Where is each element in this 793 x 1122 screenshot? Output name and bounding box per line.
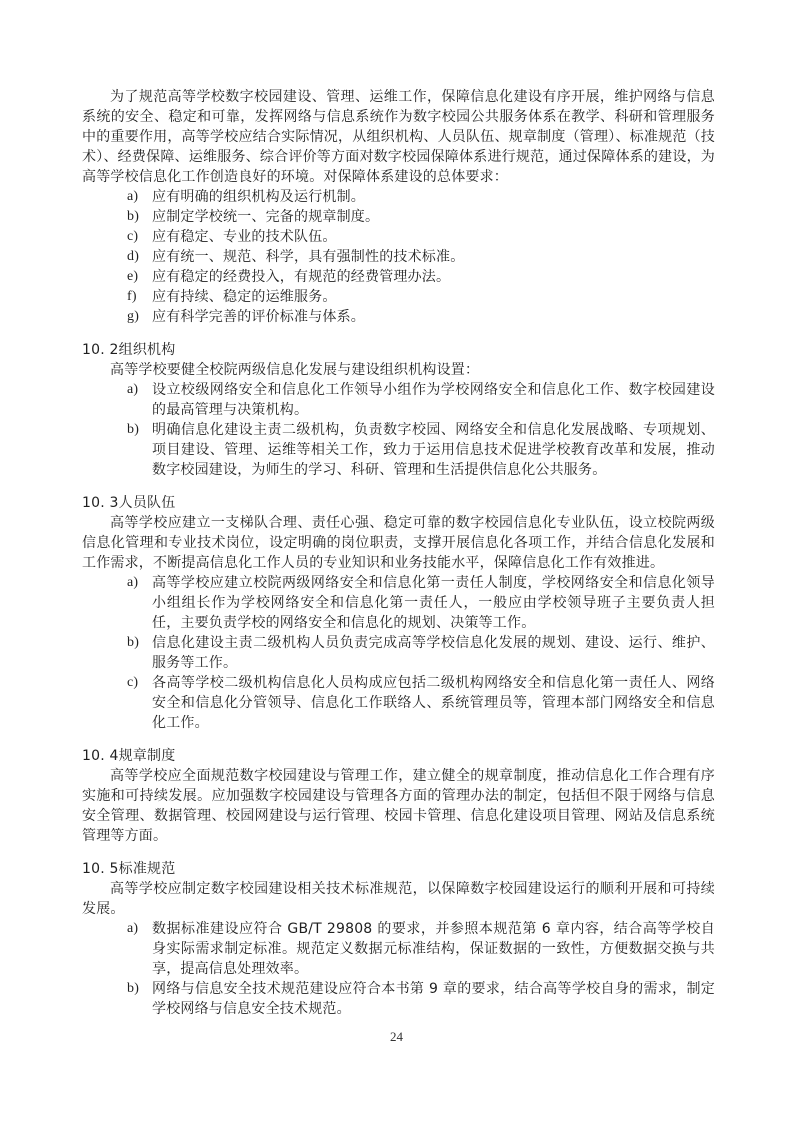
list-item-text: 应有统一、规范、科学，具有强制性的技术标准。 xyxy=(152,249,465,265)
list-item-label: b) xyxy=(127,422,140,437)
list-item-text: 高等学校应建立校院两级网络安全和信息化第一责任人制度，学校网络安全和信息化领导小组组长作为学校网络安全和信息化第一责任人，一般应由学校领导班子主要负责人担任，主要负责学校的网络安全和信息化的规划、决策等工作。 xyxy=(152,575,715,631)
page-footer xyxy=(0,1026,793,1045)
list-item-text: 数据标准建设应符合 GB/T 29808 的要求，并参照本规范第 6 章内容，结合高等学校自身实际需求制定标准。规范定义数据元标准结构，保证数据的一致性，方便数据交换与共享，提高信息处理效率。 xyxy=(152,921,715,977)
section-heading: 10. 5标准规范 xyxy=(82,861,176,877)
list-item-label: g) xyxy=(127,309,140,324)
list-item xyxy=(82,673,715,733)
section-paragraph: 高等学校应全面规范数字校园建设与管理工作，建立健全的规章制度，推动信息化工作合理有序实施和可持续发展。应加强数字校园建设与管理各方面的管理办法的制定，包括但不限于网络与信息安全管理、数据管理、校园网建设与运行管理、校园卡管理、信息化建设项目管理、网站及信息系统管理等方面。 xyxy=(82,768,715,844)
list-item xyxy=(82,187,715,207)
list-item-label: e) xyxy=(127,269,139,284)
list-item-label: d) xyxy=(127,249,140,264)
list-item xyxy=(82,207,715,227)
section-heading: 10. 2组织机构 xyxy=(82,342,176,358)
list-item-label: b) xyxy=(127,209,140,224)
section-paragraph: 高等学校要健全校院两级信息化发展与建设组织机构设置： xyxy=(110,362,480,378)
list-item-label: a) xyxy=(127,382,139,397)
list-item-label: b) xyxy=(127,635,140,650)
personnel-list xyxy=(82,573,715,733)
list-item-label: b) xyxy=(127,981,140,996)
list-item-text: 网络与信息安全技术规范建设应符合本书第 9 章的要求，结合高等学校自身的需求，制定学校网络与信息安全技术规范。 xyxy=(152,981,715,1017)
list-item-text: 应有明确的组织机构及运行机制。 xyxy=(152,189,365,205)
list-item-text: 应有稳定、专业的技术队伍。 xyxy=(152,229,337,245)
list-item xyxy=(82,267,715,287)
list-item xyxy=(82,573,715,633)
overall-requirements-list xyxy=(82,187,715,327)
list-item-text: 应有持续、稳定的运维服务。 xyxy=(152,289,337,305)
list-item-label: c) xyxy=(127,675,139,690)
list-item xyxy=(82,979,715,1019)
list-item xyxy=(82,420,715,480)
section-heading: 10. 4规章制度 xyxy=(82,748,176,764)
list-item xyxy=(82,919,715,979)
list-item-label: f) xyxy=(127,289,137,304)
list-item-label: a) xyxy=(127,921,139,936)
list-item-text: 明确信息化建设主责二级机构，负责数字校园、网络安全和信息化发展战略、专项规划、项目建设、管理、运维等相关工作，致力于运用信息技术促进学校教育改革和发展，推动数字校园建设，为师生的学习、科研、管理和生活提供信息化公共服务。 xyxy=(152,422,715,478)
list-item-label: a) xyxy=(127,189,139,204)
page-number: 24 xyxy=(390,1029,403,1044)
section-regulations xyxy=(82,746,715,846)
section-personnel xyxy=(82,493,715,733)
list-item xyxy=(82,227,715,247)
list-item-text: 应有科学完善的评价标准与体系。 xyxy=(152,309,365,325)
page-body xyxy=(82,87,715,1019)
list-item xyxy=(82,380,715,420)
list-item-text: 应有稳定的经费投入，有规范的经费管理办法。 xyxy=(152,269,451,285)
section-standards xyxy=(82,859,715,1019)
list-item-text: 设立校级网络安全和信息化工作领导小组作为学校网络安全和信息化工作、数字校园建设的最高管理与决策机构。 xyxy=(152,382,715,418)
list-item xyxy=(82,307,715,327)
section-paragraph: 高等学校应建立一支梯队合理、责任心强、稳定可靠的数字校园信息化专业队伍，设立校院两级信息化管理和专业技术岗位，设定明确的岗位职责，支撑开展信息化各项工作，并结合信息化发展和工作需求，不断提高信息化工作人员的专业知识和业务技能水平，保障信息化工作有效推进。 xyxy=(82,515,715,571)
list-item-text: 各高等学校二级机构信息化人员构成应包括二级机构网络安全和信息化第一责任人、网络安全和信息化分管领导、信息化工作联络人、系统管理员等，管理本部门网络安全和信息化工作。 xyxy=(152,675,715,731)
section-organization xyxy=(82,340,715,480)
standards-list xyxy=(82,919,715,1019)
list-item xyxy=(82,287,715,307)
list-item-label: c) xyxy=(127,229,139,244)
organization-list xyxy=(82,380,715,480)
list-item-label: a) xyxy=(127,575,139,590)
intro-paragraph: 为了规范高等学校数字校园建设、管理、运维工作，保障信息化建设有序开展，维护网络与信息系统的安全、稳定和可靠，发挥网络与信息系统作为数字校园公共服务体系在教学、科研和管理服务中的重要作用，高等学校应结合实际情况，从组织机构、人员队伍、规章制度（管理）、标准规范（技术）、经费保障、运维服务、综合评价等方面对数字校园保障体系进行规范，通过保障体系的建设，为高等学校信息化工作创造良好的环境。对保障体系建设的总体要求： xyxy=(82,89,715,185)
section-heading: 10. 3人员队伍 xyxy=(82,495,176,511)
list-item xyxy=(82,247,715,267)
list-item-text: 信息化建设主责二级机构人员负责完成高等学校信息化发展的规划、建设、运行、维护、服务等工作。 xyxy=(152,635,715,671)
section-paragraph: 高等学校应制定数字校园建设相关技术标准规范，以保障数字校园建设运行的顺利开展和可持续发展。 xyxy=(82,881,715,917)
list-item xyxy=(82,633,715,673)
list-item-text: 应制定学校统一、完备的规章制度。 xyxy=(152,209,380,225)
